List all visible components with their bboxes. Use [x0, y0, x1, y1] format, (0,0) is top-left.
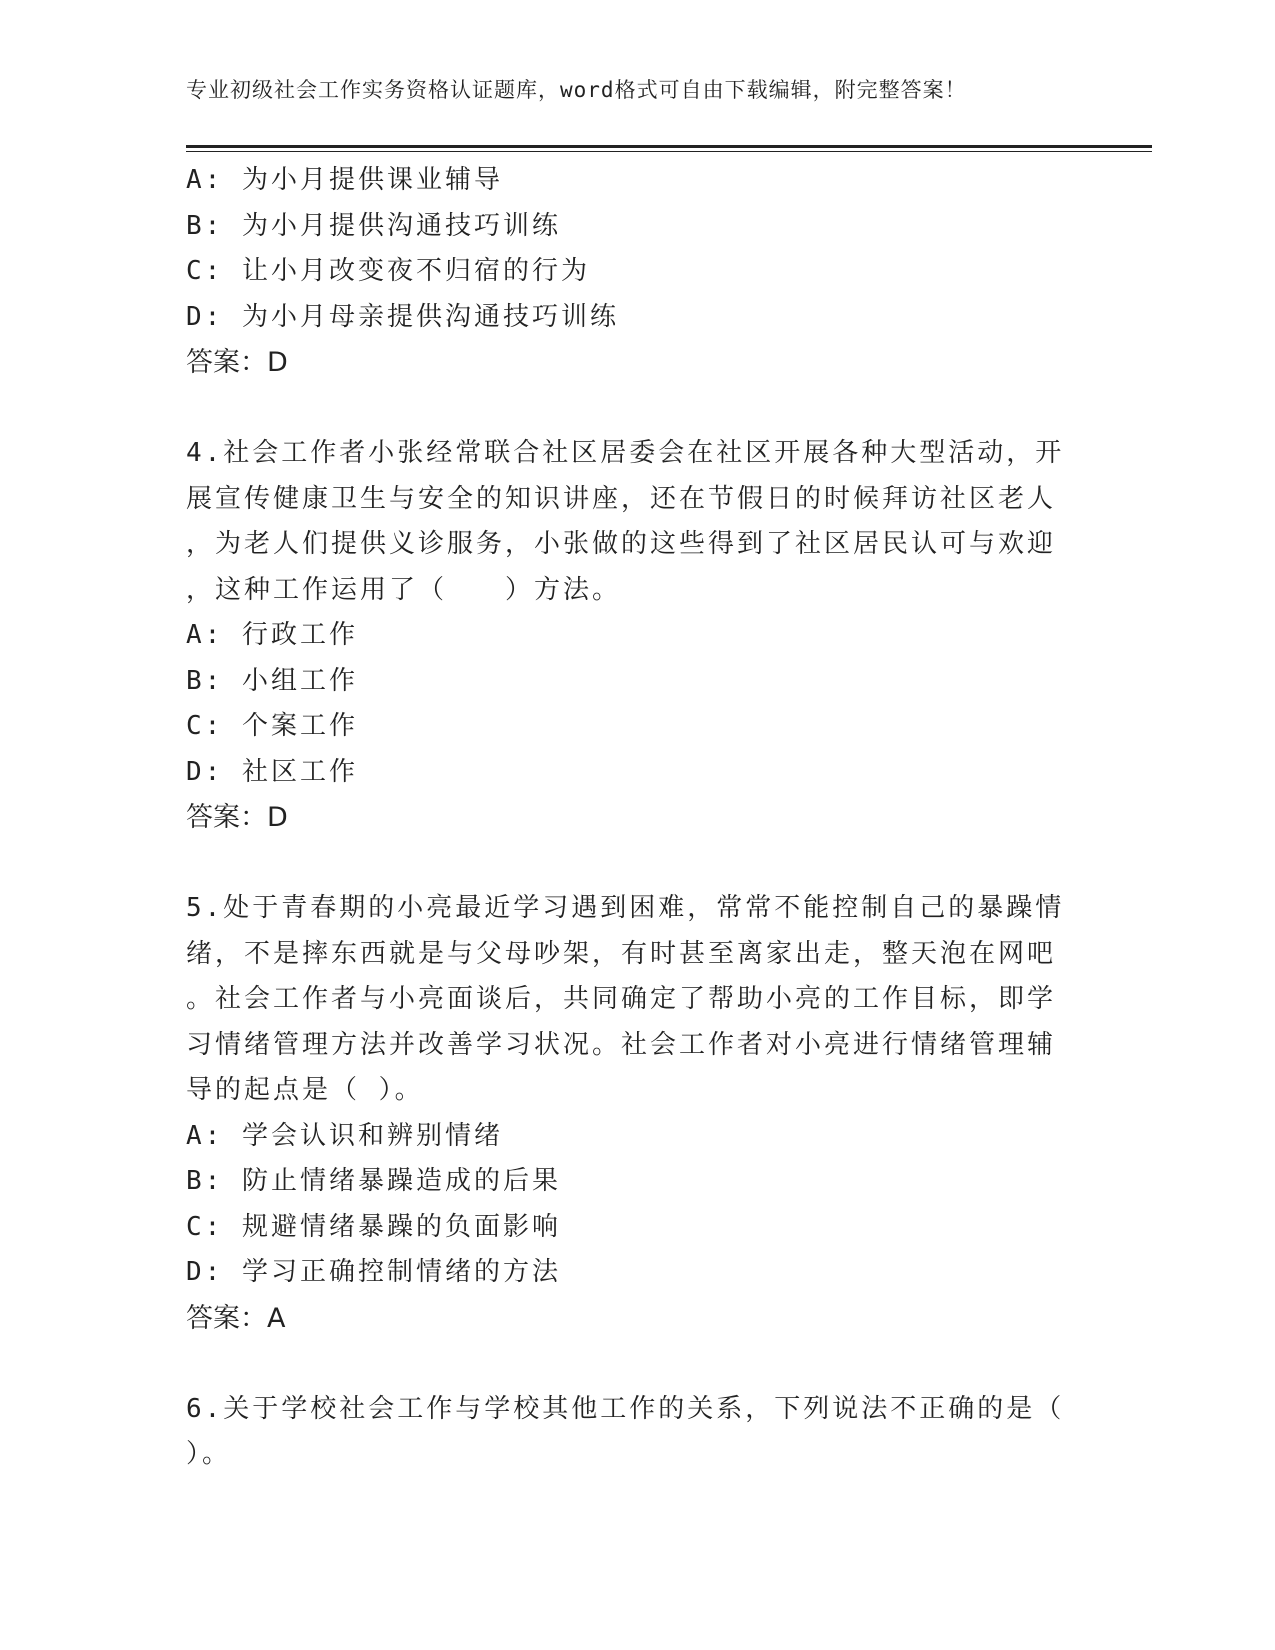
q4-option-d: D: 社区工作	[186, 756, 358, 787]
q3-option-a: A: 为小月提供课业辅导	[186, 165, 503, 195]
q4-option-a: A: 行政工作	[186, 620, 358, 650]
q5-stem-line: 绪，不是摔东西就是与父母吵架，有时甚至离家出走，整天泡在网吧	[186, 938, 1057, 969]
q3-option-b: B: 为小月提供沟通技巧训练	[186, 210, 561, 241]
q5-stem-line: 习情绪管理方法并改善学习状况。社会工作者对小亮进行情绪管理辅	[186, 1029, 1057, 1060]
q3-answer: 答案：D	[186, 347, 288, 378]
q3-option-d: D: 为小月母亲提供沟通技巧训练	[186, 301, 619, 332]
q5-option-b: B: 防止情绪暴躁造成的后果	[186, 1166, 561, 1196]
q5-option-d: D: 学习正确控制情绪的方法	[186, 1257, 561, 1287]
q4-option-b: B: 小组工作	[186, 665, 358, 696]
q5-option-a: A: 学会认识和辨别情绪	[186, 1120, 503, 1151]
question-content	[186, 158, 1066, 1478]
q5-answer: 答案：A	[186, 1302, 286, 1334]
q6-stem-line: 6.关于学校社会工作与学校其他工作的关系，下列说法不正确的是（	[186, 1393, 1065, 1424]
q4-answer: 答案：D	[186, 802, 288, 833]
q5-stem-line: 5.处于青春期的小亮最近学习遇到困难，常常不能控制自己的暴躁情	[186, 893, 1065, 923]
header-rule-thin	[186, 151, 1152, 152]
q5-stem-line: 。社会工作者与小亮面谈后，共同确定了帮助小亮的工作目标，即学	[186, 984, 1057, 1014]
q5-option-c: C: 规避情绪暴躁的负面影响	[186, 1211, 561, 1242]
q6-stem-line: ）。	[186, 1439, 232, 1469]
header-rule-thick	[186, 145, 1152, 148]
q4-option-c: C: 个案工作	[186, 711, 358, 741]
q4-stem-line: 展宣传健康卫生与安全的知识讲座，还在节假日的时候拜访社区老人	[186, 483, 1057, 514]
page-header: 专业初级社会工作实务资格认证题库，word格式可自由下载编辑，附完整答案！	[186, 78, 967, 102]
q4-stem-line: ，这种工作运用了（ ）方法。	[186, 574, 622, 605]
q4-stem-line: ，为老人们提供义诊服务，小张做的这些得到了社区居民认可与欢迎	[186, 529, 1057, 559]
q4-stem-line: 4.社会工作者小张经常联合社区居委会在社区开展各种大型活动，开	[186, 438, 1065, 468]
q5-stem-line: 导的起点是（ ）。	[186, 1075, 424, 1105]
q3-option-c: C: 让小月改变夜不归宿的行为	[186, 256, 590, 286]
